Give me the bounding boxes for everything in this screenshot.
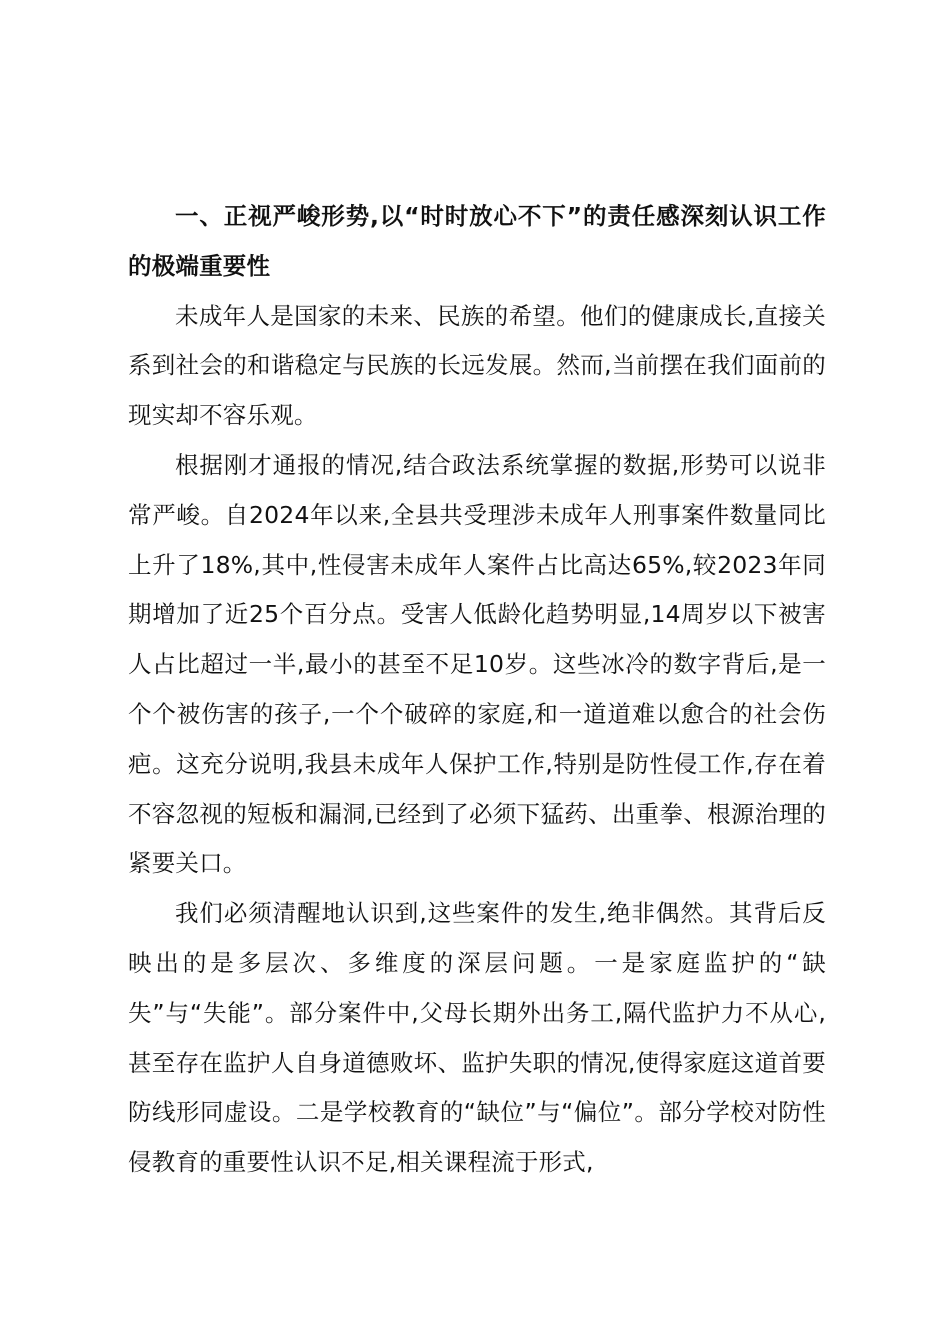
section-heading: 一、正视严峻形势,以“时时放心不下”的责任感深刻认识工作的极端重要性 [128,202,826,280]
document-body [128,192,826,1188]
paragraph-3: 我们必须清醒地认识到,这些案件的发生,绝非偶然。其背后反映出的是多层次、多维度的深层问题。一是家庭监护的“缺失”与“失能”。部分案件中,父母长期外出务工,隔代监护力不从心,甚至存在监护人自身道德败坏、监护失职的情况,使得家庭这道首要防线形同虚设。二是学校教育的“缺位”与“偏位”。部分学校对防性侵教育的重要性认识不足,相关课程流于形式, [128,899,826,1177]
paragraph-2: 根据刚才通报的情况,结合政法系统掌握的数据,形势可以说非常严峻。自2024年以来,全县共受理涉未成年人刑事案件数量同比上升了18%,其中,性侵害未成年人案件占比高达65%,较2023年同期增加了近25个百分点。受害人低龄化趋势明显,14周岁以下被害人占比超过一半,最小的甚至不足10岁。这些冰冷的数字背后,是一个个被伤害的孩子,一个个破碎的家庭,和一道道难以愈合的社会伤疤。这充分说明,我县未成年人保护工作,特别是防性侵工作,存在着不容忽视的短板和漏洞,已经到了必须下猛药、出重拳、根源治理的紧要关口。 [128,450,826,878]
paragraph-1: 未成年人是国家的未来、民族的希望。他们的健康成长,直接关系到社会的和谐稳定与民族的长远发展。然而,当前摆在我们面前的现实却不容乐观。 [128,301,826,430]
